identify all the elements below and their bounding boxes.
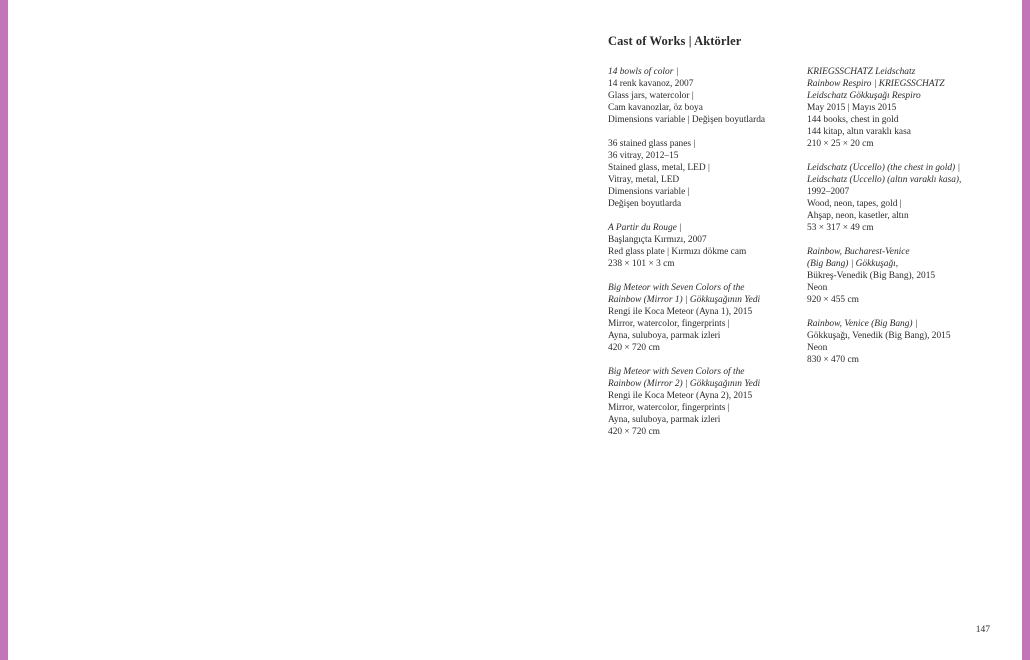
entry-line: 420 × 720 cm — [608, 343, 660, 353]
entry-line: Rainbow, Venice (Big Bang) | — [807, 319, 918, 329]
entry-line: Leidschatz Gökkuşağı Respiro — [807, 91, 921, 101]
work-entry — [608, 282, 798, 354]
entry-line: 920 × 455 cm — [807, 295, 859, 305]
entry-line: 53 × 317 × 49 cm — [807, 223, 874, 233]
entry-line: Gökkuşağı, Venedik (Big Bang), 2015 — [807, 331, 951, 341]
page-edge-right — [1022, 0, 1030, 660]
work-entry — [807, 318, 1007, 366]
entry-line: Big Meteor with Seven Colors of the — [608, 367, 745, 377]
entry-line: Rengi ile Koca Meteor (Ayna 2), 2015 — [608, 391, 753, 401]
entry-line: Rainbow (Mirror 1) | Gökkuşağının Yedi — [608, 295, 761, 305]
entry-line: 1992–2007 — [807, 187, 850, 197]
entry-line: Rengi ile Koca Meteor (Ayna 1), 2015 — [608, 307, 753, 317]
entry-line: Ayna, suluboya, parmak izleri — [608, 415, 721, 425]
work-entry — [608, 66, 798, 126]
entry-line: Red glass plate | Kırmızı dökme cam — [608, 247, 747, 257]
entry-line: Rainbow Respiro | KRIEGSSCHATZ — [807, 79, 945, 89]
work-entry — [608, 222, 798, 270]
entry-line: 36 stained glass panes | — [608, 139, 696, 149]
entry-line: Leidschatz (Uccello) (altın varaklı kasa), — [807, 175, 962, 185]
entry-line: Ahşap, neon, kasetler, altın — [807, 211, 909, 221]
entry-line: Rainbow (Mirror 2) | Gökkuşağının Yedi — [608, 379, 761, 389]
entry-line: Neon — [807, 343, 828, 353]
works-column-1 — [608, 66, 798, 450]
entry-line: 14 bowls of color | — [608, 67, 679, 77]
work-entry — [807, 66, 1007, 150]
entry-line: Wood, neon, tapes, gold | — [807, 199, 902, 209]
entry-line: Başlangıçta Kırmızı, 2007 — [608, 235, 707, 245]
entry-line: 420 × 720 cm — [608, 427, 660, 437]
entry-line: Stained glass, metal, LED | — [608, 163, 710, 173]
entry-line: Mirror, watercolor, fingerprints | — [608, 403, 730, 413]
entry-line: (Big Bang) | Gökkuşağı, — [807, 259, 899, 269]
work-entry — [807, 162, 1007, 234]
entry-line: Glass jars, watercolor | — [608, 91, 694, 101]
entry-line: 36 vitray, 2012–15 — [608, 151, 679, 161]
entry-line: Big Meteor with Seven Colors of the — [608, 283, 745, 293]
entry-line: 144 kitap, altın varaklı kasa — [807, 127, 911, 137]
entry-line: Vitray, metal, LED — [608, 175, 680, 185]
entry-line: May 2015 | Mayıs 2015 — [807, 103, 897, 113]
entry-line: Ayna, suluboya, parmak izleri — [608, 331, 721, 341]
work-entry — [608, 138, 798, 210]
entry-line: Dimensions variable | Değişen boyutlarda — [608, 115, 766, 125]
page-title: Cast of Works | Aktörler — [608, 34, 742, 48]
entry-line: Dimensions variable | — [608, 187, 690, 197]
entry-line: 210 × 25 × 20 cm — [807, 139, 874, 149]
entry-line: 144 books, chest in gold — [807, 115, 899, 125]
work-entry — [608, 366, 798, 438]
entry-line: Rainbow, Bucharest-Venice — [807, 247, 910, 257]
entry-line: A Partir du Rouge | — [608, 223, 682, 233]
entry-line: Cam kavanozlar, öz boya — [608, 103, 703, 113]
entry-line: KRIEGSSCHATZ Leidschatz — [807, 67, 916, 77]
page-edge-left — [0, 0, 8, 660]
entry-line: 830 × 470 cm — [807, 355, 859, 365]
works-column-2 — [807, 66, 1007, 378]
page-number: 147 — [975, 625, 990, 635]
work-entry — [807, 246, 1007, 306]
entry-line: Mirror, watercolor, fingerprints | — [608, 319, 730, 329]
entry-line: Bükreş-Venedik (Big Bang), 2015 — [807, 271, 936, 281]
entry-line: Neon — [807, 283, 828, 293]
entry-line: 238 × 101 × 3 cm — [608, 259, 675, 269]
entry-line: Değişen boyutlarda — [608, 199, 682, 209]
entry-line: 14 renk kavanoz, 2007 — [608, 79, 694, 89]
entry-line: Leidschatz (Uccello) (the chest in gold) | — [807, 163, 961, 173]
